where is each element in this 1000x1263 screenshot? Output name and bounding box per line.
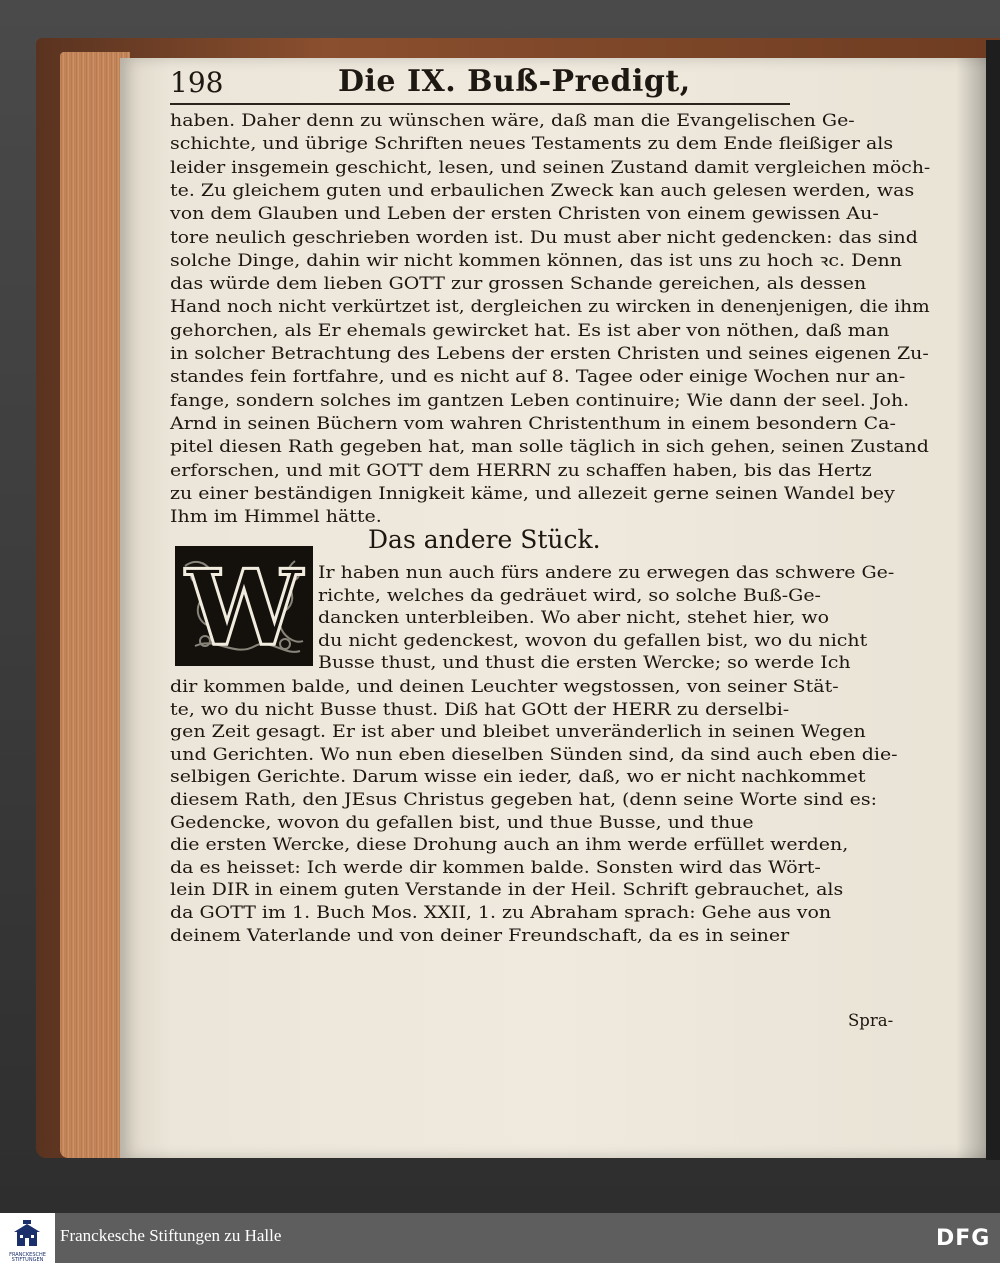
header-rule — [170, 103, 790, 105]
text-line: richte, welches da gedräuet wird, so solche Buß-Ge- — [318, 585, 821, 605]
text-line: Arnd in seinen Büchern vom wahren Christenthum in einem besondern Ca- — [170, 413, 896, 433]
text-line: haben. Daher denn zu wünschen wäre, daß man die Evangelischen Ge- — [170, 111, 855, 130]
text-line: dancken unterbleiben. Wo aber nicht, stehet hier, wo — [318, 608, 830, 628]
orphanage-emblem-icon — [10, 1218, 44, 1252]
page-number: 198 — [170, 66, 224, 99]
text-line: gehorchen, als Er ehemals gewircket hat. Es ist aber von nöthen, daß man — [170, 320, 890, 340]
text-line: selbigen Gerichte. Darum wisse ein ieder, daß, wo er nicht nachkommet — [170, 767, 866, 787]
page-header — [170, 62, 790, 102]
text-line: diesem Rath, den JEsus Christus gegeben hat, (denn seine Worte sind es: — [170, 790, 877, 809]
text-line: pitel diesen Rath gegeben hat, man solle täglich in sich gehen, seinen Zustand — [170, 437, 929, 457]
text-line: Ir haben nun auch fürs andere zu erwegen das schwere Ge- — [318, 563, 895, 582]
text-line: erforschen, und mit GOTT dem HERRN zu schaffen haben, bis das Hertz — [170, 460, 872, 480]
text-line: te. Zu gleichem guten und erbaulichen Zweck kan auch gelesen werden, was — [170, 180, 915, 200]
facing-page-edge — [986, 40, 1000, 1160]
text-line: von dem Glauben und Leben der ersten Christen von einem gewissen Au- — [170, 204, 879, 224]
footer-bar — [0, 1213, 1000, 1263]
catchword: Spra- — [848, 1011, 894, 1030]
text-line: te, wo du nicht Busse thust. Diß hat GOtt der HERR zu derselbi- — [170, 699, 790, 719]
text-line: lein DIR in einem guten Verstande in der Heil. Schrift gebrauchet, als — [170, 880, 844, 900]
text-line: deinem Vaterlande und von deiner Freundschaft, da es in seiner — [170, 925, 790, 945]
institution-logo[interactable] — [0, 1213, 55, 1263]
text-line: tore neulich geschrieben worden ist. Du must aber nicht gedencken: das sind — [170, 227, 918, 247]
decorated-initial — [175, 546, 313, 666]
text-line: fange, sondern solches im gantzen Leben continuire; Wie dann der seel. Joh. — [170, 390, 910, 410]
text-line: in solcher Betrachtung des Lebens der ersten Christen und seines eigenen Zu- — [170, 344, 929, 363]
text-line: das würde dem lieben GOTT zur grossen Schande gereichen, als dessen — [170, 274, 867, 294]
text-line: Gedencke, wovon du gefallen bist, und thue Busse, und thue — [170, 812, 754, 832]
text-line: gen Zeit gesagt. Er ist aber und bleibet unveränderlich in seinen Wegen — [170, 722, 866, 742]
text-line: Busse thust, und thust die ersten Wercke; so werde Ich — [318, 653, 851, 673]
institution-name-link[interactable]: Franckesche Stiftungen zu Halle — [60, 1226, 282, 1245]
text-line: die ersten Wercke, diese Drohung auch an ihm werde erfüllet werden, — [170, 835, 849, 855]
text-line: leider insgemein geschicht, lesen, und seinen Zustand damit vergleichen möch- — [170, 157, 931, 177]
logo-caption-line1: FRANCKESCHE — [9, 1252, 46, 1258]
text-line: dir kommen balde, und deinen Leuchter wegstossen, von seiner Stät- — [170, 677, 839, 696]
text-line: da GOTT im 1. Buch Mos. XXII, 1. zu Abraham sprach: Gehe aus von — [170, 903, 832, 922]
decorated-initial-w-icon — [175, 546, 313, 666]
text-line: und Gerichten. Wo nun eben dieselben Sünden sind, da sind auch eben die- — [170, 744, 898, 764]
text-line: zu einer beständigen Innigkeit käme, und allezeit gerne seinen Wandel bey — [170, 483, 895, 503]
logo-caption-line2: STIFTUNGEN — [11, 1257, 44, 1263]
text-line: solche Dinge, dahin wir nicht kommen können, das ist uns zu hoch ꝛc. Denn — [170, 250, 903, 270]
dfg-logo[interactable]: DFG — [936, 1226, 991, 1251]
running-title: Die IX. Buß-Predigt, — [338, 64, 691, 99]
logo-caption — [1, 1253, 54, 1263]
text-line: schichte, und übrige Schriften neues Testaments zu dem Ende fleißiger als — [170, 134, 894, 154]
text-line: standes fein fortfahre, und es nicht auf 8. Tagee oder einige Wochen nur an- — [170, 367, 906, 387]
text-line: du nicht gedenckest, wovon du gefallen bist, wo du nicht — [318, 630, 868, 650]
spine-shadow — [956, 58, 986, 1158]
section-heading: Das andere Stück. — [368, 525, 601, 554]
text-line: Hand noch nicht verkürtzet ist, dergleichen zu wircken in denenjenigen, die ihm — [170, 297, 930, 317]
text-line: Ihm im Himmel hätte. — [170, 507, 382, 527]
svg-text:W: W — [185, 546, 303, 666]
text-line: da es heisset: Ich werde dir kommen balde. Sonsten wird das Wört- — [170, 857, 821, 877]
